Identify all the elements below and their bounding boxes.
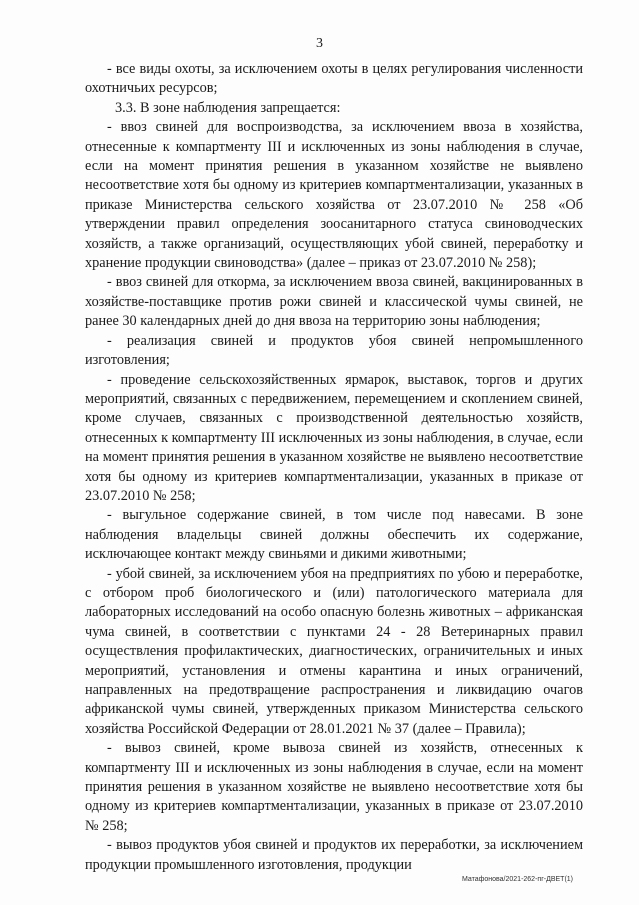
paragraph-hunting: - все виды охоты, за исключением охоты в целях регулирования численности охотничьих ресурсов; <box>85 61 583 97</box>
paragraph-slaughter: - убой свиней, за исключением убоя на предприятиях по убою и переработке, с отбором проб биологического и (или) патологического материала для лабораторных исследований на особо опасную болезнь животных – африканская чума свиней, в соответствии с пунктами 24 - 28 Ветеринарных правил осуществления профилактических, диагностических, ограничительных и иных мероприятий, установления и отмены карантина и иных ограничений, направленных на предотвращение распространения и ликвидацию очагов африканской чумы свиней, утвержденных приказом Министерства сельского хозяйства Российской Федерации от 28.01.2021 № 37 (далее – Правила); <box>85 565 583 737</box>
paragraph-sale: - реализация свиней и продуктов убоя свиней непромышленного изготовления; <box>85 332 583 369</box>
paragraph-export-pigs: - вывоз свиней, кроме вывоза свиней из хозяйств, отнесенных к компартменту III и исключенных из зоны наблюдения в случае, если на момент принятия решения в указанном хозяйстве не выявлено несоответствие хотя бы одному из критериев компартментализации, указанных в приказе от 23.07.2010 № 258; <box>85 740 583 834</box>
paragraph-fairs: - проведение сельскохозяйственных ярмарок, выставок, торгов и других мероприятий, связанных с передвижением, перемещением и скоплением свиней, кроме случаев, связанных с производственной деятельностью хозяйств, отнесенных к компартменту III исключенных из зоны наблюдения, в случае, если на момент принятия решения в указанном хозяйстве не выявлено несоответствие хотя бы одному из критериев компартментализации, указанных в приказе от 23.07.2010 № 258; <box>85 371 583 504</box>
paragraph-free-range: - выгульное содержание свиней, в том числе под навесами. В зоне наблюдения владельцы свиней должны обеспечить их содержание, исключающее контакт между свиньями и дикими животными; <box>85 507 583 563</box>
footer-document-id: Матафонова/2021-262-пг-ДВЕТ(1) <box>461 876 573 883</box>
paragraph-breeding-import: - ввоз свиней для воспроизводства, за исключением ввоза в хозяйства, отнесенные к компартменту III и исключенных из зоны наблюдения в случае, если на момент принятия решения в указанном хозяйстве не выявлено несоответствие хотя бы одному из критериев компартментализации, указанных в приказе Министерства сельского хозяйства от 23.07.2010 № 258 «Об утверждении правил определения зоосанитарного статуса свиноводческих хозяйств, а также организаций, осуществляющих убой свиней, переработку и хранение продукции свиноводства» (далее – приказ от 23.07.2010 № 258); <box>85 119 583 272</box>
document-body <box>85 60 583 875</box>
section-heading-3-3: 3.3. В зоне наблюдения запрещается: <box>115 99 341 116</box>
page-number: 3 <box>316 36 323 51</box>
paragraph-fattening-import: - ввоз свиней для откорма, за исключением ввоза свиней, вакцинированных в хозяйстве-поставщике против рожи свиней и классической чумы свиней, не ранее 30 календарных дней до дня ввоза на территорию зоны наблюдения; <box>85 274 583 330</box>
paragraph-export-products: - вывоз продуктов убоя свиней и продуктов их переработки, за исключением продукции промышленного изготовления, продукции <box>85 837 583 873</box>
